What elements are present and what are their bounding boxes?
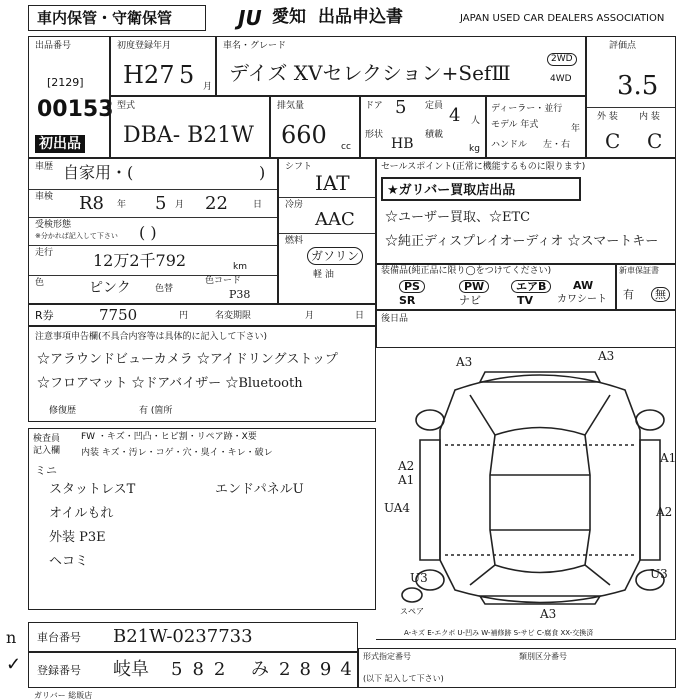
grade-divider <box>587 107 675 108</box>
displacement-box <box>270 96 360 158</box>
registration-month-unit: 月 <box>203 82 213 92</box>
storage-title-box <box>28 5 206 31</box>
org-name: 愛知 <box>272 7 306 27</box>
recycle-value: 7750 <box>99 306 138 324</box>
registration-box <box>110 36 216 96</box>
usage-close: ) <box>259 163 266 182</box>
association-name: JAPAN USED CAR DEALERS ASSOCIATION <box>460 13 665 24</box>
lot-label: 出品番号 <box>35 41 72 51</box>
inspection-month-unit: 月 <box>175 200 185 210</box>
plate-number: 2894 <box>279 659 361 680</box>
diagram-label-u3-right: U3 <box>650 567 668 581</box>
details-line-2 <box>29 217 277 218</box>
ac-label: 冷房 <box>285 200 304 210</box>
footer-left-text: ガリバー 総販店 <box>34 691 93 700</box>
attachments-label: 後日品 <box>381 314 409 324</box>
inspection-month: 5 <box>155 193 167 214</box>
shift-value: IAT <box>315 171 350 195</box>
attachments-box <box>376 310 676 348</box>
registration-month: 5 <box>179 61 195 89</box>
model-year-unit: 年 <box>571 124 581 134</box>
inspector-row-1: FW ・キズ・凹凸・ヒビ割・リペア跡・X要 <box>81 432 257 442</box>
selling-points-label: セールスポイント(正常に機能するものに限ります) <box>381 162 586 172</box>
shift-line-2 <box>279 233 375 234</box>
selling-point-1: ☆ユーザー買取、☆ETC <box>385 210 531 225</box>
diagram-label-a3-bottom: A3 <box>540 607 557 621</box>
model-label: 型式 <box>117 101 136 111</box>
handle-label: ハンドル <box>491 140 528 150</box>
registration-era: H27 <box>123 61 175 89</box>
lot-sub: [2129] <box>47 76 84 89</box>
diagram-label-u3-left: U3 <box>410 571 428 585</box>
car-name-label: 車名・グレード <box>223 41 287 51</box>
color-value: ピンク <box>89 280 131 296</box>
doors-label: ドア <box>365 101 383 111</box>
color-change-label: 色替 <box>155 284 174 294</box>
inspector-box <box>28 428 376 610</box>
receipt-note: ※分かれば記入して下さい <box>35 232 118 240</box>
receipt-label: 受検形態 <box>35 220 72 230</box>
storage-title: 車内保管・守衛保管 <box>37 9 173 27</box>
grade-value: 3.5 <box>617 71 659 101</box>
exterior-value: C <box>605 129 621 153</box>
name-change-day: 日 <box>355 311 365 321</box>
inspection-year-unit: 年 <box>117 200 127 210</box>
grade-label: 評価点 <box>609 41 637 51</box>
equipment-box <box>376 264 616 310</box>
usage-label: 車歴 <box>35 162 54 172</box>
equip-seat: カワシート <box>557 294 607 305</box>
grade-box <box>586 36 676 158</box>
gulliver-text: ★ガリバー買取店出品 <box>387 183 516 198</box>
recycle-box <box>28 304 376 326</box>
diagram-label-a2-left: A2 <box>398 459 415 473</box>
chassis-box <box>28 622 358 652</box>
notes-box <box>28 326 376 422</box>
inspector-note-2: オイルもれ <box>49 506 114 521</box>
exterior-label: 外 装 <box>597 112 618 122</box>
capacity-label: 定員 <box>425 101 444 111</box>
mileage-value: 12万2千792 <box>93 251 187 270</box>
selling-points-box <box>376 158 676 264</box>
ju-logo: JU <box>238 6 262 30</box>
diagram-legend: A-キズ E-エクボ U-凹み W-補修跡 S-サビ C-腐食 XX-交換済 <box>404 629 594 637</box>
name-change-month: 月 <box>305 311 315 321</box>
type-number-label: 類別区分番号 <box>519 652 567 661</box>
inspector-note-4: ヘコミ <box>49 554 89 569</box>
equip-airbag: エアB <box>511 280 551 293</box>
plate-class: 582 <box>171 659 236 680</box>
drive-4wd: 4WD <box>550 74 572 84</box>
color-code-label: 色コード <box>205 276 242 286</box>
diagram-label-a3-top-left: A3 <box>456 355 473 369</box>
lot-box <box>28 36 114 158</box>
repair-value: 有 (箇所 <box>139 406 173 416</box>
fuel-alt: 軽 油 <box>313 270 334 280</box>
model-box <box>110 96 270 158</box>
note-1: ☆アラウンドビューカメラ ☆アイドリングストップ <box>37 352 338 367</box>
drive-2wd: 2WD <box>547 53 577 66</box>
form-title: 出品申込書 <box>318 7 403 27</box>
dealer-box <box>486 96 586 158</box>
handle-options: 左・右 <box>543 140 571 150</box>
interior-label: 内 装 <box>639 112 660 122</box>
inspector-label: 検査員 記入欄 <box>33 434 61 456</box>
equip-aw: AW <box>573 279 594 292</box>
car-name-value: デイズ XVセレクション+SefⅢ <box>229 61 511 85</box>
ac-value: AAC <box>315 209 355 230</box>
diagram-label-ua4: UA4 <box>384 501 411 515</box>
displacement-unit: cc <box>341 142 351 152</box>
equip-pw: PW <box>459 280 489 293</box>
diagram-label-a3-top-right: A3 <box>598 349 615 363</box>
lot-number: 00153 <box>37 97 114 122</box>
load-label: 積載 <box>425 130 444 140</box>
chassis-value: B21W-0237733 <box>113 626 253 647</box>
warranty-no: 無 <box>651 287 670 302</box>
capacity-value: 4 <box>449 105 461 126</box>
inspection-era: R8 <box>79 193 105 214</box>
selling-point-2: ☆純正ディスプレイオーディオ ☆スマートキー <box>385 234 659 249</box>
displacement-value: 660 <box>281 121 327 149</box>
model-value: DBA- B21W <box>123 123 254 148</box>
capacity-unit: 人 <box>471 116 481 126</box>
recycle-label: R券 <box>35 309 54 322</box>
usage-value: 自家用・( <box>63 163 134 182</box>
doors-value: 5 <box>395 97 407 118</box>
shift-box <box>278 158 376 304</box>
diagram-box <box>376 348 676 640</box>
shift-label: シフト <box>285 162 313 172</box>
equip-sr: SR <box>399 294 416 307</box>
displacement-label: 排気量 <box>277 101 305 111</box>
dealer-label: ディーラー・並行 <box>491 104 563 114</box>
warranty-box <box>616 264 676 310</box>
mileage-unit: km <box>233 262 247 272</box>
inspector-row-2: 内装 キズ・汚レ・コゲ・穴・臭イ・キレ・破レ <box>81 448 273 458</box>
diagram-label-a1-left: A1 <box>398 473 415 487</box>
diagram-spare-label: スペア <box>400 607 424 616</box>
fuel-value: ガソリン <box>307 247 363 265</box>
inspection-label: 車検 <box>35 192 54 202</box>
inspection-day-unit: 日 <box>253 200 263 210</box>
inspector-note-1: スタットレスT <box>49 482 136 497</box>
equip-ps: PS <box>399 280 425 293</box>
margin-mark-n: n <box>6 628 17 647</box>
notes-label: 注意事項申告欄(不具合内容等は具体的に記入して下さい) <box>35 332 268 342</box>
name-change-label: 名変期限 <box>215 311 252 321</box>
load-unit: kg <box>469 144 480 154</box>
shape-label: 形状 <box>365 130 384 140</box>
inspector-note-3: 外装 P3E <box>49 530 106 545</box>
registration-label: 初度登録年月 <box>117 41 172 51</box>
receipt-paren: ( ) <box>139 223 157 242</box>
equip-navi: ナビ <box>459 294 481 307</box>
details-line-3 <box>29 245 277 246</box>
recycle-unit: 円 <box>179 311 189 321</box>
inspector-mini: ミニ <box>35 464 57 477</box>
diagram-label-a1-right: A1 <box>660 451 677 465</box>
fuel-label: 燃料 <box>285 236 304 246</box>
first-listing-badge: 初出品 <box>35 135 85 153</box>
repair-label: 修復歴 <box>49 406 77 416</box>
inspector-note-5: エンドパネルU <box>215 482 304 497</box>
equipment-label: 装備品(純正品に限り◯をつけてください) <box>381 266 552 276</box>
car-name-box <box>216 36 586 96</box>
mileage-label: 走行 <box>35 248 54 258</box>
details-box <box>28 158 278 304</box>
plate-region: 岐阜 <box>113 659 149 680</box>
diagram-label-a2-right: A2 <box>656 505 673 519</box>
gulliver-banner <box>381 177 581 201</box>
shape-value: HB <box>391 136 414 152</box>
warranty-yes: 有 <box>623 288 634 301</box>
warranty-label: 新車保証書 <box>619 266 659 275</box>
doors-box <box>360 96 486 158</box>
color-code-value: P38 <box>229 288 251 301</box>
footer-notice: (以下 記入して下さい) <box>363 674 444 683</box>
margin-mark-check: ✓ <box>6 654 22 675</box>
model-year-label: モデル 年式 <box>491 120 539 130</box>
inspection-day: 22 <box>205 193 228 214</box>
shift-line-1 <box>279 197 375 198</box>
interior-value: C <box>647 129 663 153</box>
form-number-label: 形式指定番号 <box>363 652 411 661</box>
color-label: 色 <box>35 278 45 288</box>
plate-kana: み <box>251 659 269 680</box>
form-number-box <box>358 648 676 688</box>
note-2: ☆フロアマット ☆ドアバイザー ☆Bluetooth <box>37 376 303 391</box>
plate-box <box>28 652 361 688</box>
details-line-1 <box>29 189 277 190</box>
chassis-label: 車台番号 <box>37 631 81 644</box>
plate-label: 登録番号 <box>37 664 81 677</box>
equip-tv: TV <box>517 294 534 307</box>
